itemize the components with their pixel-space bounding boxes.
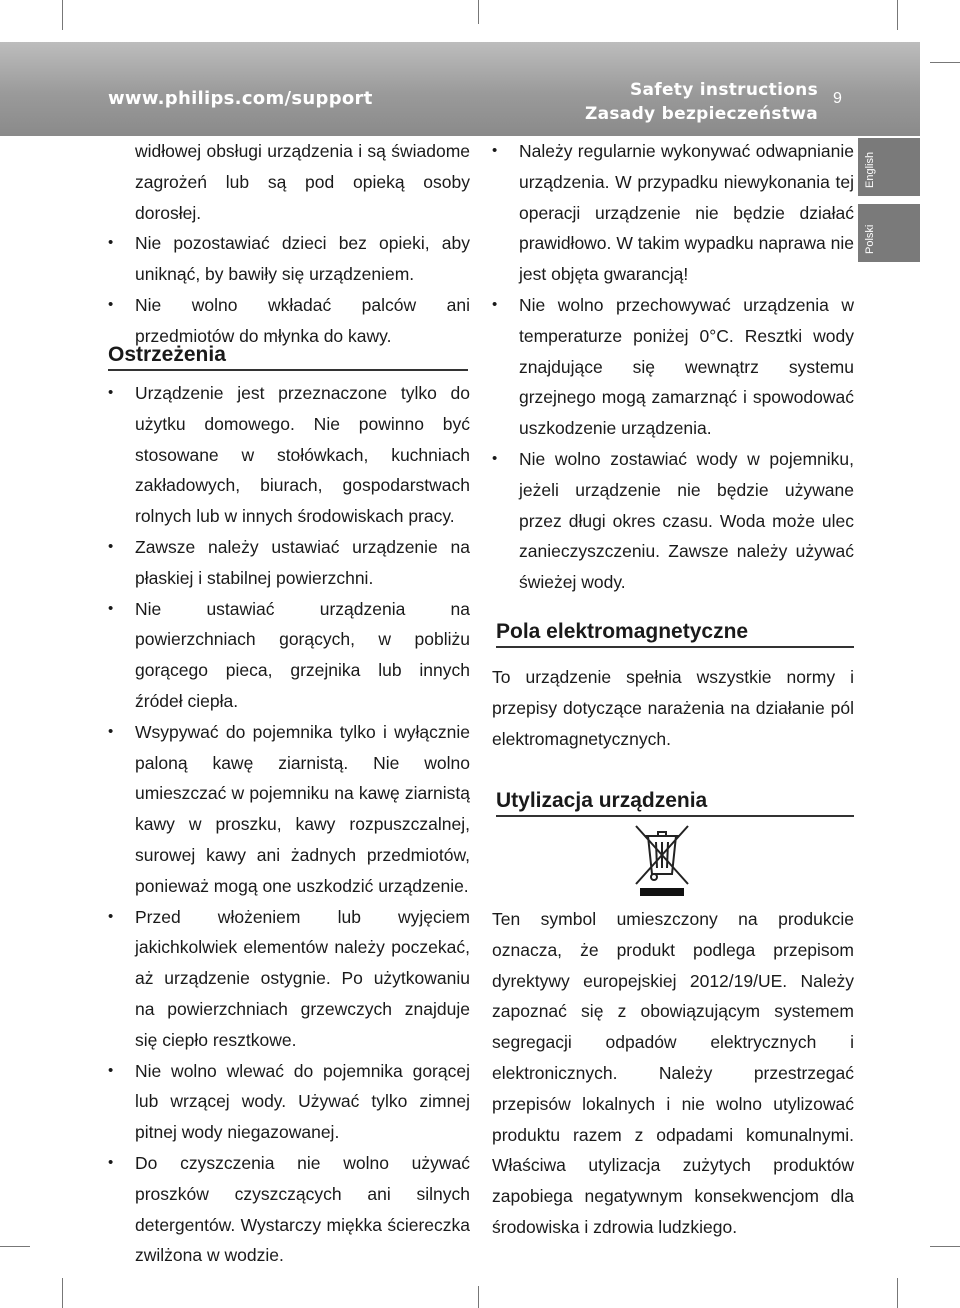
section-title-text: Pola elektromagnetyczne	[496, 620, 749, 643]
list-item: • Nie pozostawiać dzieci bez opieki, aby uniknąć, by bawiły się urządzeniem.	[108, 228, 470, 290]
crop-mark	[478, 1286, 479, 1308]
side-tab-polski	[858, 204, 920, 262]
disposal-paragraph: Ten symbol umieszczony na produkcie oznacza, że produkt podlega przepisom dyrektywy europejskiej 2012/19/UE. Należy zapoznać się z obowiązującym systemem segregacji odpadów elektrycznych i elektronicznych. Należy przestrzegać przepisów lokalnych i nie wolno utylizować produktu razem z odpadami komunalnymi. Właściwa utylizacja zużytych produktów zapobiega negatywnym konsekwencjom dla środowiska i zdrowia ludzkiego.	[492, 909, 854, 1237]
list-item: • Do czyszczenia nie wolno używać proszków czyszczących ani silnych detergentów. Wystarczy miękka ściereczka zwilżona w wodzie.	[108, 1148, 470, 1271]
list-item: • Należy regularnie wykonywać odwapnianie urządzenia. W przypadku niewykonania tej operacji urządzenie nie będzie działać prawidłowo. W takim wypadku naprawa nie jest objęta gwarancją!	[492, 136, 854, 290]
emf-paragraph: To urządzenie spełnia wszystkie normy i przepisy dotyczące narażenia na działanie pól elektromagnetycznych.	[492, 667, 854, 749]
list-item: • Nie ustawiać urządzenia na powierzchniach gorących, w pobliżu gorącego pieca, grzejnika lub innych źródeł ciepła.	[108, 594, 470, 717]
warnings-list-continued	[492, 136, 854, 598]
list-item: • Wsypywać do pojemnika tylko i wyłącznie paloną kawę ziarnistą. Nie wolno umieszczać w pojemniku na kawę ziarnistą kawy w proszku, kawy rozpuszczalnej, surowej kawy ani żadnych przedmiotów, ponieważ mogą one uszkodzić urządzenie.	[108, 717, 470, 902]
list-item: • Przed włożeniem lub wyjęciem jakichkolwiek elementów należy poczekać, aż urządzenie ostygnie. Po użytkowaniu na powierzchniach grzewczych znajduje się ciepło resztkowe.	[108, 902, 470, 1056]
emf-paragraph-block	[492, 662, 854, 754]
list-item: • Nie wolno wkładać palców ani przedmiotów do młynka do kawy.	[108, 290, 470, 352]
support-url: www.philips.com/support	[108, 88, 373, 109]
list-item: • Nie wolno zostawiać wody w pojemniku, jeżeli urządzenie nie będzie używane przez długi okres czasu. Woda może ulec zanieczyszczeniu. Zawsze należy używać świeżej wody.	[492, 444, 854, 598]
title-polish: Zasady bezpieczeństwa	[584, 104, 818, 124]
list-item: • Zawsze należy ustawiać urządzenie na płaskiej i stabilnej powierzchni.	[108, 532, 470, 594]
continued-paragraph: widłowej obsługi urządzenia i są świadome zagrożeń lub są pod opieką osoby dorosłej.	[135, 141, 470, 223]
list-item: • Nie wolno wlewać do pojemnika gorącej lub wrzącej wody. Używać tylko zimnej pitnej wody niegazowanej.	[108, 1056, 470, 1148]
crop-mark	[930, 1246, 960, 1247]
warnings-list	[108, 378, 470, 1271]
crop-mark	[897, 1278, 898, 1308]
crop-mark	[62, 0, 63, 30]
left-column	[108, 136, 470, 352]
crop-mark	[478, 0, 479, 24]
crop-mark	[62, 1278, 63, 1308]
list-item: • Urządzenie jest przeznaczone tylko do użytku domowego. Nie powinno być stosowane w stołówkach, kuchniach zakładowych, biurach, gospodarstwach rolnych lub w innych środowiskach pracy.	[108, 378, 470, 532]
running-title	[585, 78, 818, 126]
section-title-text: Utylizacja urządzenia	[496, 789, 708, 812]
crop-mark	[930, 62, 960, 63]
side-tab-label: Polski	[864, 224, 876, 254]
crop-mark	[897, 0, 898, 30]
crop-mark	[0, 1246, 30, 1247]
title-english: Safety instructions	[629, 80, 818, 100]
disposal-paragraph-block	[492, 904, 854, 1243]
section-title-emf	[496, 620, 854, 648]
intro-list	[108, 228, 470, 351]
page-number: 9	[833, 90, 842, 107]
side-tab-english	[858, 138, 920, 196]
left-column-warnings	[108, 378, 470, 1271]
section-title-text: Ostrzeżenia	[108, 343, 226, 366]
crossed-out-wheelie-bin-icon	[626, 822, 698, 898]
section-title-disposal	[496, 789, 854, 817]
side-tab-label: English	[864, 151, 876, 188]
right-column-list	[492, 136, 854, 598]
section-title-warnings	[108, 343, 468, 371]
list-item: • Nie wolno przechowywać urządzenia w temperaturze poniżej 0°C. Resztki wody znajdujące się wewnątrz systemu grzejnego mogą zamarznąć i spowodować uszkodzenie urządzenia.	[492, 290, 854, 444]
